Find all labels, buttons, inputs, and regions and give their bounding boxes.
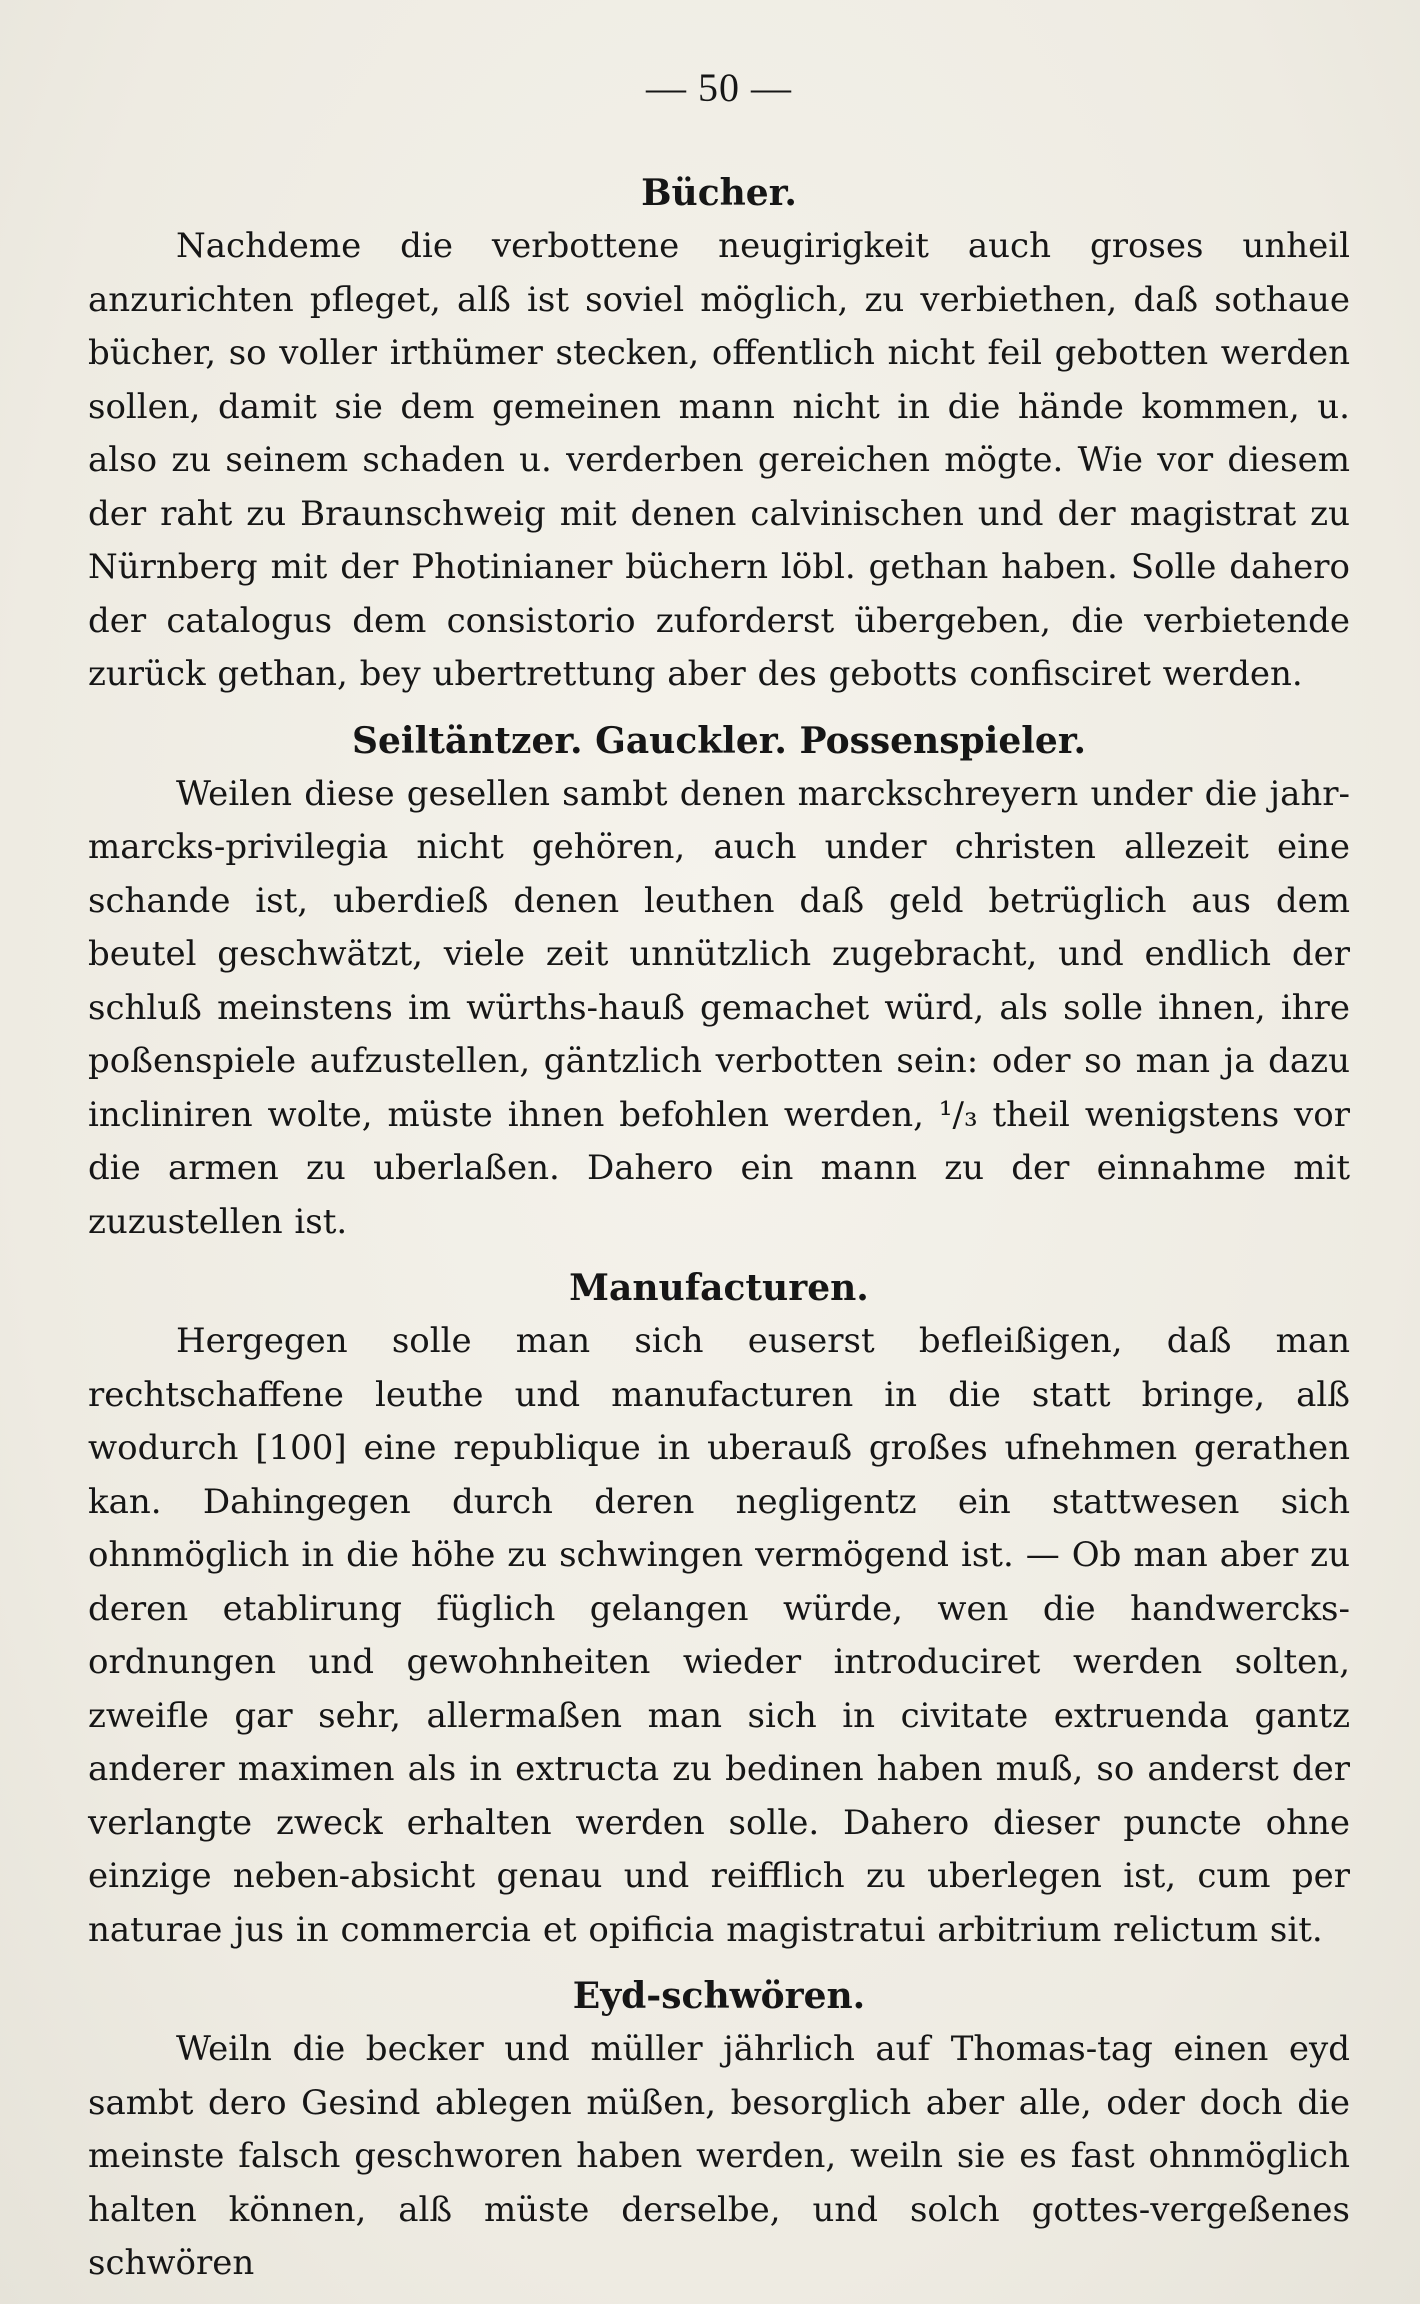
spacer [88, 702, 1350, 714]
section-heading-manufacturen: Manufacturen. [569, 1267, 869, 1309]
section-heading-eyd-schwoeren: Eyd-schwören. [572, 1975, 866, 2017]
section-heading-seiltaentzer: Seiltäntzer. Gauckler. Possenspieler. [351, 719, 1087, 762]
spacer [88, 1957, 1350, 1969]
spacer [88, 1249, 1350, 1261]
page-number: — 50 — [646, 65, 792, 110]
paragraph-manufacturen: Hergegen solle man sich euserst befleißigen, daß man rechtschaffene leuthe und manufacturen in die statt bringe, alß wodurch [100] eine republique in uberauß großes ufnehmen gerathen kan. Dahingegen durch deren negligentz ein stattwesen sich ohnmöglich in die höhe zu schwingen vermögend ist. — Ob man aber zu deren etablirung füglich gelangen würde, wen die handwercks-ordnungen und gewohnheiten wieder introduciret werden solten, zweifle gar sehr, allermaßen man sich in civitate extruenda gantz anderer maximen als in extructa zu bedinen haben muß, so anderst der verlangte zweck erhalten werden solle. Dahero dieser puncte ohne einzige neben-absicht genau und reifflich zu uberlegen ist, cum per naturae jus in commercia et opificia magistratui arbitrium relictum sit. [88, 1321, 1350, 1950]
paragraph-seiltaentzer: Weilen diese gesellen sambt denen marckschreyern under die jahr-marcks-privilegia nicht gehören, auch under christen allezeit eine schande ist, uberdieß denen leuthen daß geld betrüglich aus dem beutel geschwätzt, viele zeit unnützlich zugebracht, und endlich der schluß meinstens im würths-hauß gemachet würd, als solle ihnen, ihre poßenspiele aufzustellen, gäntzlich verbotten sein: oder so man ja dazu incliniren wolte, müste ihnen befohlen werden, ¹/₃ theil wenigstens vor die armen zu uberlaßen. Dahero ein mann zu der einnahme mit zuzustellen ist. [88, 773, 1350, 1242]
paragraph-buecher: Nachdeme die verbottene neugirigkeit auch groses unheil anzurichten pfleget, alß ist soviel möglich, zu verbiethen, daß sothaue bücher, so voller irthümer stecken, offentlich nicht feil gebotten werden sollen, damit sie dem gemeinen mann nicht in die hände kommen, u. also zu seinem schaden u. verderben gereichen mögte. Wie vor diesem der raht zu Braunschweig mit denen calvinischen und der magistrat zu Nürnberg mit der Photinianer büchern löbl. gethan haben. Solle dahero der catalogus dem consistorio zuforderst übergeben, die verbietende zurück gethan, bey ubertrettung aber des gebotts confisciret werden. [88, 226, 1350, 694]
section-heading-buecher: Bücher. [641, 172, 797, 214]
paragraph-eyd-schwoeren: Weiln die becker und müller jährlich auf Thomas-tag einen eyd sambt dero Gesind ablegen müßen, besorglich aber alle, oder doch die meinste falsch geschworen haben werden, weiln sie es fast ohnmöglich halten können, alß müste derselbe, und solch gottes-vergeßenes schwören [88, 2029, 1350, 2283]
